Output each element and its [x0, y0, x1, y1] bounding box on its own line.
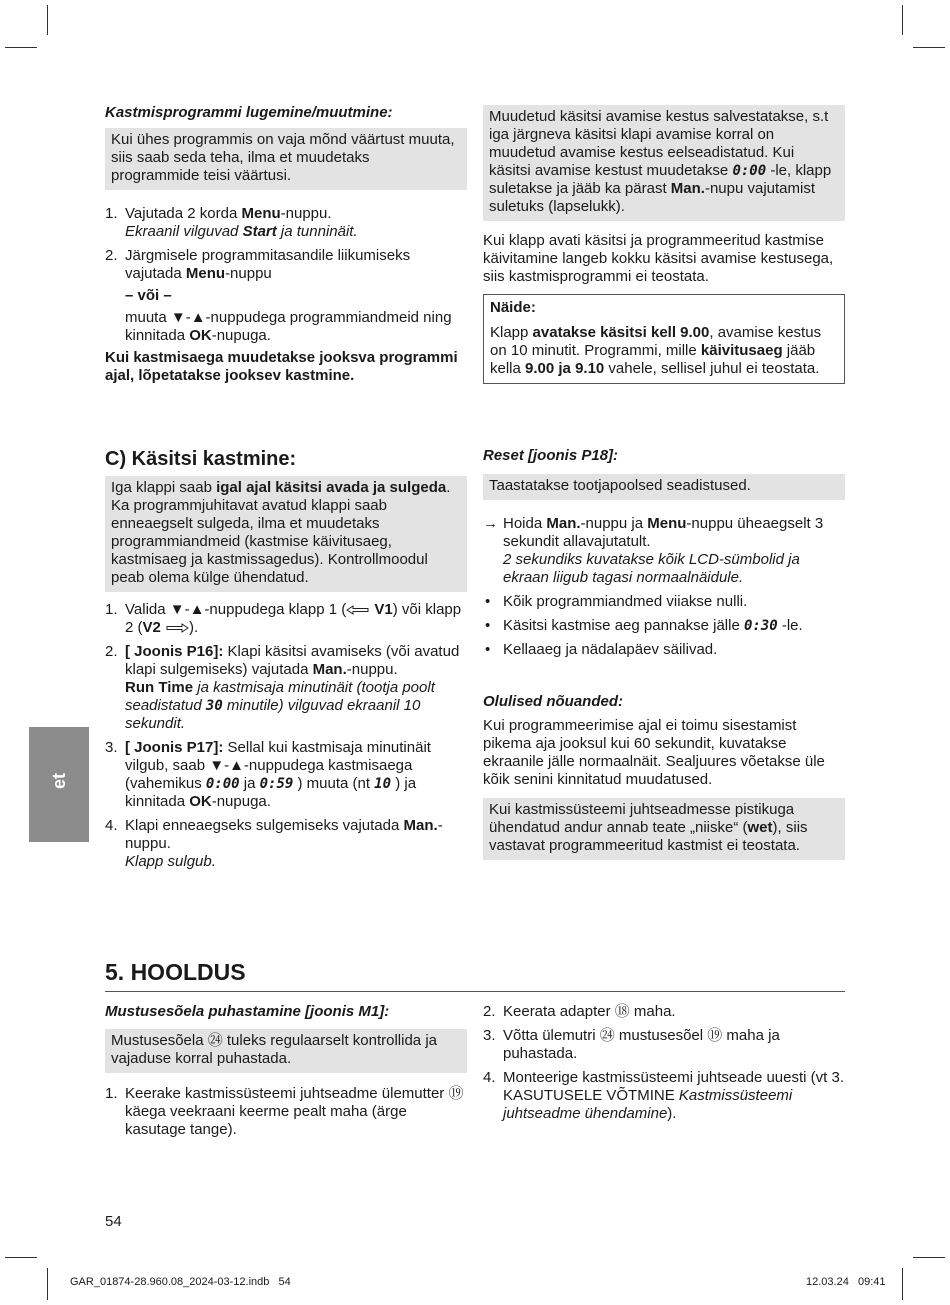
bullet-icon: • [485, 641, 491, 658]
crop-mark [902, 1268, 903, 1300]
maintenance-section [105, 958, 845, 992]
step-item: 1. Keerake kastmissüsteemi juhtseadme ülemutter ⑲ käega veekraani keerme pealt maha (ärge kasutage tange). [105, 1085, 464, 1138]
reset-instruction: → Hoida Man.-nuppu ja Menu-nuppu üheaegselt 3 sekundit allavajutatult. 2 sekundiks kuvatakse kõik LCD-sümbolid ja ekraan liigub tagasi normaalnäidule. [483, 515, 824, 586]
tips-heading: Olulised nõuanded: [483, 693, 624, 710]
left-top-column [105, 104, 467, 385]
crop-mark [47, 1268, 48, 1300]
manual-watering-steps [105, 601, 467, 871]
step-item: 1. Valida ▼-▲-nuppudega klapp 1 ( V1) või klapp 2 (V2 ). [105, 601, 462, 636]
footer-timestamp: 12.03.24 09:41 [806, 1276, 886, 1288]
language-code: et [49, 773, 69, 790]
reset-note: Taastatakse tootjapoolsed seadistused. [483, 474, 845, 500]
crop-mark [5, 47, 37, 48]
step-item: 4. Monteerige kastmissüsteemi juhtseade uuesti (vt 3. KASUTUSELE VÕTMINE Kastmissüsteemi juhtseadme ühendamine). [483, 1069, 844, 1122]
manual-duration-note: Muudetud käsitsi avamise kestus salvestatakse, s.t iga järgneva käsitsi klapi avamise korral on muudetud avamise kestus eelseadistatud. Kui käsitsi avamise kestust muudetakse 0:00 -le, klapp suletakse ja jääb ka pärast Man.-nupu vajutamist suletuks (lapselukk). [483, 105, 845, 221]
sensor-note: Kui kastmissüsteemi juhtseadmesse pistikuga ühendatud andur annab teate „niiske“ (wet), siis vastavat programmeeritud kastmist ei teostata. [483, 798, 845, 860]
program-edit-steps [105, 205, 467, 345]
filter-cleaning-heading: Mustusesõela puhastamine [joonis M1]: [105, 1003, 390, 1020]
manual-watering-column [105, 450, 467, 877]
bullet-icon: • [485, 593, 491, 610]
maintenance-title: 5. HOOLDUS [105, 959, 246, 985]
maintenance-left-column [105, 1003, 467, 1145]
manual-overlap-paragraph: Kui klapp avati käsitsi ja programmeeritud kastmise käivitamine langeb kokku käsitsi avamise kestusega, siis kastmisprogrammi ei teostata. [483, 232, 834, 285]
maintenance-right-column [483, 1003, 845, 1129]
warning-text: Kui kastmisaega muudetakse jooksva programmi ajal, lõpetatakse jooksev kastmine. [105, 349, 458, 384]
bullet-icon: • [485, 617, 491, 634]
language-tab [29, 727, 89, 842]
step-item: 3. [ Joonis P17]: Sellal kui kastmisaja minutinäit vilgub, saab ▼-▲-nuppudega kastmisaega (vahemikus 0:00 ja 0:59 ) muuta (nt 10 ) ja kinnitada OK-nupuga. [105, 739, 431, 810]
crop-mark [913, 47, 945, 48]
step-item: 4. Klapi enneaegseks sulgemiseks vajutada Man.-nuppu. Klapp sulgub. [105, 817, 443, 870]
reset-column [483, 447, 845, 860]
page-number: 54 [105, 1213, 122, 1230]
step-item: 2. [ Joonis P16]: Klapi käsitsi avamiseks (või avatud klapi sulgemiseks) vajutada Man.-nuppu. Run Time ja kastmisaja minutinäit (tootja poolt seadistatud 30 minutile) vilguvad ekraanil 10 sekundit. [105, 643, 460, 732]
bullet-item: • Käsitsi kastmise aeg pannakse jälle 0:30 -le. [485, 617, 803, 634]
filter-cleaning-steps [105, 1085, 467, 1139]
footer-file-info: GAR_01874-28.960.08_2024-03-12.indb 54 [70, 1276, 291, 1288]
bullet-item: • Kellaaeg ja nädalapäev säilivad. [485, 641, 718, 658]
right-top-column [483, 105, 845, 384]
section-divider [105, 991, 845, 992]
arrow-right-icon [165, 623, 189, 633]
arrow-right-icon: → [483, 515, 498, 532]
or-separator: – või – [125, 287, 172, 304]
arrow-left-icon [346, 605, 370, 615]
program-edit-note: Kui ühes programmis on vaja mõnd väärtust muuta, siis saab seda teha, ilma et muudetaks programmide teisi väärtusi. [105, 128, 467, 190]
reset-list [483, 515, 845, 659]
step-item: 1. Vajutada 2 korda Menu-nuppu. Ekraanil vilguvad Start ja tunninäit. [105, 205, 358, 240]
step-item: 2. Keerata adapter ⑱ maha. [483, 1003, 676, 1020]
tips-paragraph: Kui programmeerimise ajal ei toimu sisestamist pikema aja jooksul kui 60 sekundit, kuvatakse ekraanile jälle normaalnäit. Sealjuures võetakse üle kõik senini kinnitatud muudatused. [483, 717, 825, 788]
example-title: Näide: [490, 299, 536, 316]
crop-mark [47, 5, 48, 35]
program-edit-heading: Kastmisprogrammi lugemine/muutmine: [105, 104, 393, 121]
manual-watering-note: Iga klappi saab igal ajal käsitsi avada ja sulgeda. Ka programmjuhitavat avatud klappi saab enneaegselt sulgeda, ilma et muudetaks programmiandmeid (kastmise käivitusaeg, kastmisaeg ja kastmissagedus). Kontrollmoodul peab olema külge ühendatud. [105, 476, 467, 592]
step-item: 3. Võtta ülemutri ㉔ mustusesõel ⑲ maha ja puhastada. [483, 1027, 780, 1062]
crop-mark [902, 5, 903, 35]
example-box: Näide: Klapp avatakse käsitsi kell 9.00, avamise kestus on 10 minutit. Programmi, mille käivitusaeg jääb kella 9.00 ja 9.10 vahele, sellisel juhul ei teostata. [483, 294, 845, 384]
crop-mark [5, 1257, 37, 1258]
filter-cleaning-steps-cont [483, 1003, 845, 1123]
filter-cleaning-note: Mustusesõela ㉔ tuleks regulaarselt kontrollida ja vajaduse korral puhastada. [105, 1029, 467, 1073]
reset-heading: Reset [joonis P18]: [483, 447, 619, 464]
manual-watering-title: C) Käsitsi kastmine: [105, 448, 297, 470]
bullet-item: • Kõik programmiandmed viiakse nulli. [485, 593, 748, 610]
crop-mark [913, 1257, 945, 1258]
step-item: 2. Järgmisele programmitasandile liikumiseks vajutada Menu-nuppu – või – muuta ▼-▲-nuppudega programmiandmeid ning kinnitada OK-nupuga. [105, 247, 467, 345]
